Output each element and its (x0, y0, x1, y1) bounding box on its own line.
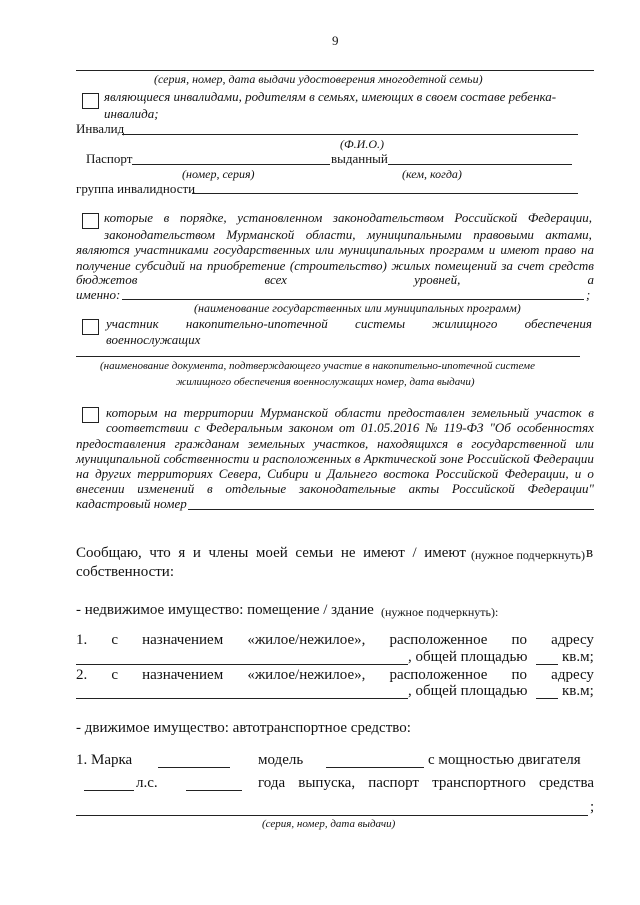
fio-caption: (Ф.И.О.) (340, 137, 384, 151)
military-line1: участник накопительно-ипотечной системы жилищного обеспечения (106, 316, 592, 331)
subsidy-line1: которые в порядке, установленном законодательством Российской Федерации, (104, 210, 592, 225)
report-line1-words: Сообщаю, что я и члены моей семьи не имеют / имеют (76, 545, 466, 561)
page-number: 9 (332, 33, 339, 48)
car-caption: (серия, номер, дата выдачи) (262, 818, 396, 830)
certificate-line[interactable] (76, 70, 594, 71)
subsidy-line4: получение субсидий на приобретение (строительство) жилых помещений за счет средств (76, 258, 594, 273)
car-brand-line[interactable] (158, 767, 230, 768)
car-hp-label: л.с. (136, 775, 158, 791)
land-line3: предоставления гражданам земельных участков, находящихся в государственной или (76, 436, 594, 451)
realty-item-2-area-line[interactable] (536, 698, 558, 699)
car-model-label: модель (258, 752, 304, 768)
military-caption1: (наименование документа, подтверждающего участие в накопительно-ипотечной системе (100, 360, 535, 372)
realty-item-2-area-text: , общей площадью (408, 683, 528, 699)
car-model-line[interactable] (326, 767, 424, 768)
military-document-line[interactable] (76, 356, 580, 357)
number-series-caption: (номер, серия) (182, 167, 255, 181)
car-hp-line[interactable] (84, 790, 134, 791)
realty-item-2-unit: кв.м; (562, 683, 594, 699)
military-line2: военнослужащих (106, 332, 201, 347)
subsidy-caption: (наименование государственных или муниципальных программ) (194, 301, 521, 315)
report-hint: (нужное подчеркнуть) (471, 548, 585, 562)
subsidy-prefix: именно: (76, 287, 121, 302)
car-brand-label: 1. Марка (76, 752, 133, 768)
checkbox-land[interactable] (82, 407, 99, 423)
disabled-text-line1: являющиеся инвалидами, родителям в семьях, имеющих в своем составе ребенка- (104, 89, 557, 104)
realty-item-1-address-line[interactable] (76, 664, 408, 665)
certificate-caption: (серия, номер, дата выдачи удостоверения многодетной семьи) (154, 72, 483, 86)
group-label: группа инвалидности (76, 181, 196, 196)
realty-item-1-line1: 1. с назначением «жилое/нежилое», расположенное по адресу (76, 632, 594, 648)
passport-label: Паспорт (86, 151, 133, 166)
car-power-label: с мощностью двигателя (428, 752, 581, 768)
passport-issued-line[interactable] (388, 164, 572, 165)
group-line[interactable] (192, 193, 578, 194)
land-line4: муниципальной собственности и расположенных в Арктической зоне Российской Федерации (76, 451, 594, 466)
checkbox-disabled[interactable] (82, 93, 99, 109)
realty-label: - недвижимое имущество: помещение / здание (76, 602, 374, 618)
report-line2: собственности: (76, 564, 174, 580)
realty-item-1-area-line[interactable] (536, 664, 558, 665)
subsidy-program-line[interactable] (122, 299, 584, 300)
realty-item-1-unit: кв.м; (562, 649, 594, 665)
land-line2: соответствии с Федеральным законом от 01.05.2016 № 119-ФЗ "Об особенностях (106, 420, 594, 435)
realty-item-1-area-text: , общей площадью (408, 649, 528, 665)
car-year-line[interactable] (186, 790, 242, 791)
disabled-text-line2: инвалида; (104, 106, 159, 121)
car-line2-words: года выпуска, паспорт транспортного средства (258, 775, 594, 791)
invalid-fio-line[interactable] (122, 134, 578, 135)
realty-hint: (нужное подчеркнуть): (381, 605, 499, 619)
realty-item-2-address-line[interactable] (76, 698, 408, 699)
report-line1-end: в (586, 545, 594, 561)
checkbox-military[interactable] (82, 319, 99, 335)
cadastral-line[interactable] (188, 509, 594, 510)
movable-label: - движимое имущество: автотранспортное средство: (76, 720, 411, 736)
invalid-label: Инвалид (76, 121, 125, 136)
car-passport-line[interactable] (76, 815, 588, 816)
realty-item-2-line1: 2. с назначением «жилое/нежилое», расположенное по адресу (76, 667, 594, 683)
passport-number-line[interactable] (132, 164, 330, 165)
by-whom-caption: (кем, когда) (402, 167, 462, 181)
car-semicolon: ; (590, 799, 595, 815)
land-line1: которым на территории Мурманской области предоставлен земельный участок в (106, 405, 594, 420)
land-line5: на других территориях Севера, Сибири и Дальнего востока Российской Федерации, и о (76, 466, 594, 481)
cadastral-label: кадастровый номер (76, 496, 187, 511)
land-line6: внесении изменений в отдельные законодательные акты Российской Федерации" (76, 481, 594, 496)
military-caption2: жилищного обеспечения военнослужащих номер, дата выдачи) (176, 376, 475, 388)
subsidy-semicolon: ; (586, 287, 591, 302)
subsidy-line3: являются участниками государственных или муниципальных программ и имеют право на (76, 242, 594, 257)
subsidy-line5: бюджетов всех уровней, а (76, 272, 594, 287)
issued-label: выданный (331, 151, 388, 166)
subsidy-line2: законодательством Мурманской области, муниципальными правовыми актами, (104, 227, 592, 242)
checkbox-subsidy[interactable] (82, 213, 99, 229)
